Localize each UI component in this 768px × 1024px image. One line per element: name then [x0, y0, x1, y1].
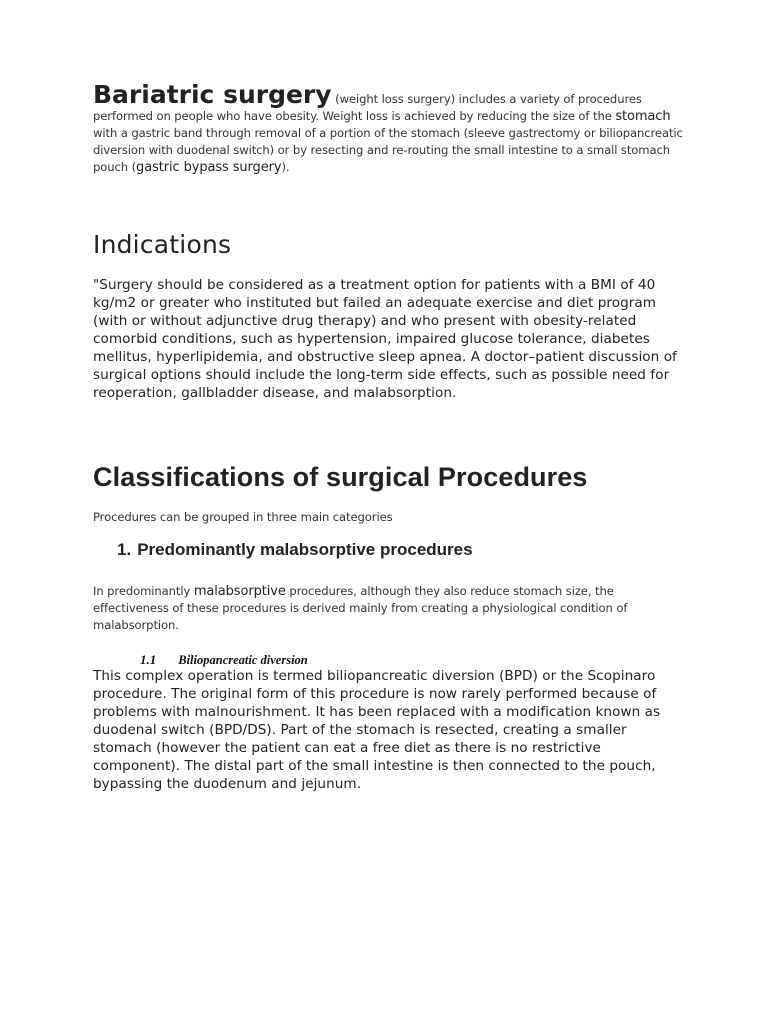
intro-text-3: ).: [281, 160, 290, 174]
intro-text-1: (weight loss surgery) includes a variety of procedures performed on people who have obesity. Weight loss is achieved by reducing the size of the: [93, 92, 642, 123]
intro-paragraph: [93, 80, 683, 176]
classifications-intro: Procedures can be grouped in three main categories: [93, 510, 393, 524]
stomach-term: stomach: [615, 109, 671, 124]
classifications-heading: Classifications of surgical Procedures: [93, 462, 588, 492]
malab-text-1: In predominantly: [93, 584, 194, 598]
indications-paragraph: "Surgery should be considered as a treatment option for patients with a BMI of 40 kg/m2 or greater who instituted but failed an adequate exercise and diet program (with or without adjunctive drug therapy) and who present with obesity-related comorbid conditions, such as hypertension, impaired glucose tolerance, diabetes mellitus, hyperlipidemia, and obstructive sleep apnea. A doctor–patient discussion of surgical options should include the long-term side effects, such as possible need for reoperation, gallbladder disease, and malabsorption.: [93, 277, 677, 401]
subheading-label: Biliopancreatic diversion: [178, 653, 308, 667]
subheading-biliopancreatic: [140, 652, 308, 668]
subheading-number: 1.1: [140, 652, 157, 667]
list-number: 1.: [117, 540, 132, 559]
malabsorptive-paragraph: [93, 583, 683, 634]
indications-heading: Indications: [93, 230, 232, 259]
bpd-paragraph: This complex operation is termed biliopancreatic diversion (BPD) or the Scopinaro procedure. The original form of this procedure is now rarely performed because of problems with malnourishment. It has been replaced with a modification known as duodenal switch (BPD/DS). Part of the stomach is resected, creating a smaller stomach (however the patient can eat a free diet as there is no restrictive component). The distal part of the small intestine is then connected to the pouch, bypassing the duodenum and jejunum.: [93, 668, 661, 792]
malab-text-2: procedures, although they also reduce stomach size, the effectiveness of these procedures is derived mainly from creating a physiological condition of malabsorption.: [93, 584, 628, 632]
intro-text-2: with a gastric band through removal of a portion of the stomach (sleeve gastrectomy or biliopancreatic diversion with duodenal switch) or by resecting and re-routing the small intestine to a small stomach pouch (: [93, 126, 683, 174]
malabsorptive-term: malabsorptive: [193, 584, 286, 599]
list-item-malabsorptive: [117, 540, 473, 560]
document-title: Bariatric surgery: [93, 80, 332, 109]
list-item-label: Predominantly malabsorptive procedures: [137, 540, 473, 559]
gastric-bypass-term: gastric bypass surgery: [136, 160, 282, 175]
